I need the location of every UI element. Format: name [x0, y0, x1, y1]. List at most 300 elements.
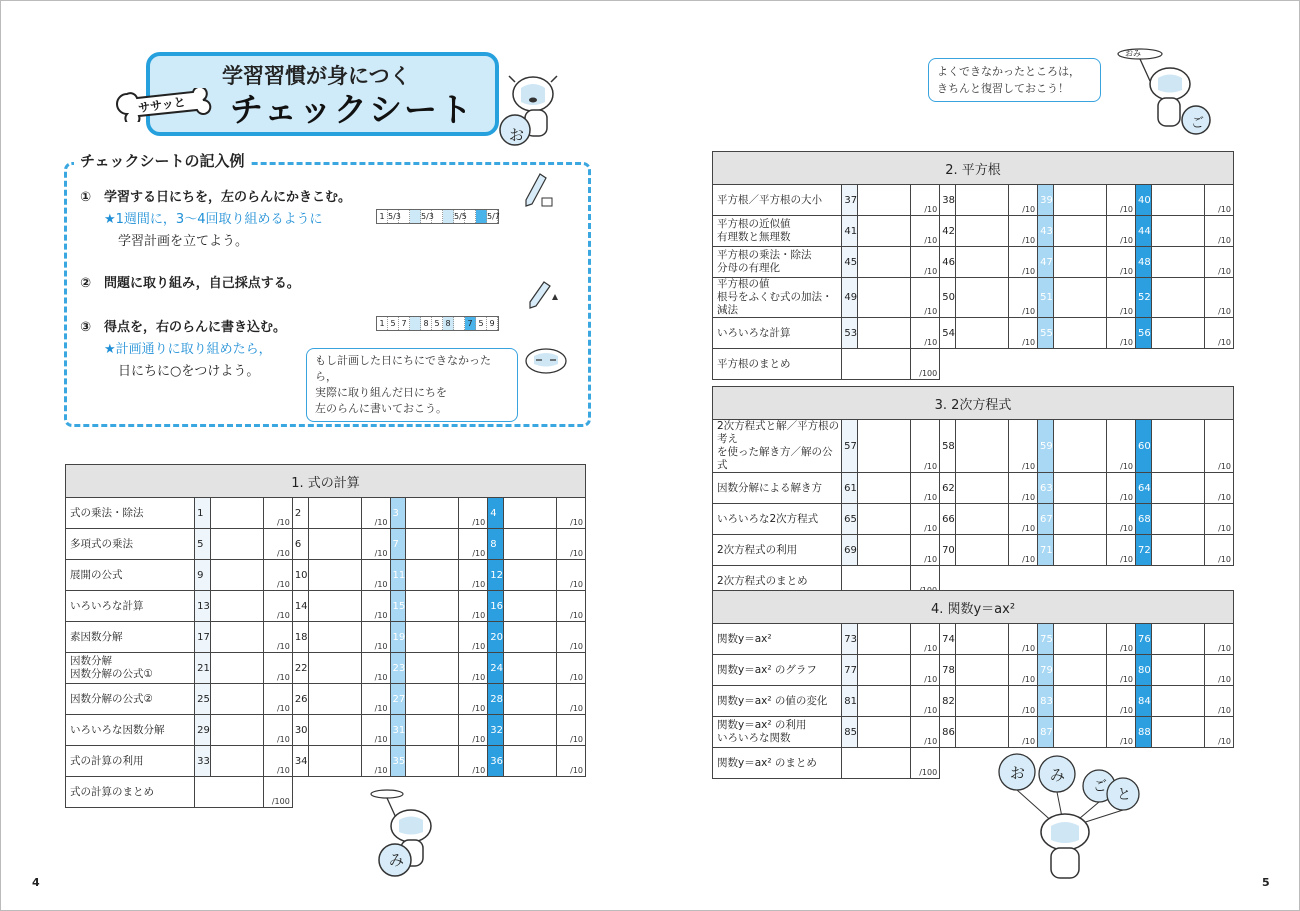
- step3-note-b: 日にちに○をつけよう。: [118, 364, 260, 379]
- score-cell[interactable]: [1204, 504, 1233, 535]
- score-cell[interactable]: [361, 653, 390, 684]
- score-cell[interactable]: [1106, 535, 1135, 566]
- date-cell[interactable]: [955, 318, 1008, 349]
- score-cell[interactable]: [1009, 216, 1038, 247]
- date-cell[interactable]: [1151, 717, 1204, 748]
- score-denominator: /10: [276, 704, 290, 713]
- dog-badge-label: ご: [1191, 116, 1205, 131]
- bubble-line: よくできなかったところは，: [937, 65, 1080, 78]
- problem-number: 40: [1136, 185, 1152, 216]
- score-cell[interactable]: [361, 498, 390, 529]
- score-cell[interactable]: [911, 504, 940, 535]
- score-cell[interactable]: [1009, 717, 1038, 748]
- score-cell[interactable]: [1107, 655, 1136, 686]
- score-cell[interactable]: [1204, 686, 1233, 717]
- problem-number: 87: [1038, 717, 1054, 748]
- date-cell[interactable]: [1053, 216, 1106, 247]
- score-cell[interactable]: [556, 653, 585, 684]
- problem-number: 16: [488, 591, 504, 622]
- score-cell[interactable]: [263, 653, 292, 684]
- score-denominator: /10: [1022, 555, 1036, 564]
- date-cell[interactable]: [955, 655, 1008, 686]
- score-denominator: /10: [1218, 267, 1231, 276]
- score-cell[interactable]: [263, 684, 292, 715]
- score-cell[interactable]: [1009, 655, 1038, 686]
- date-cell[interactable]: [210, 529, 263, 560]
- score-cell[interactable]: [1204, 185, 1233, 216]
- score-cell[interactable]: [1009, 247, 1038, 278]
- date-cell[interactable]: [1053, 185, 1106, 216]
- strip-cell: [443, 210, 454, 223]
- summary-date-cell[interactable]: [195, 777, 264, 808]
- date-cell[interactable]: [308, 653, 361, 684]
- score-denominator: /10: [472, 642, 486, 651]
- score-cell[interactable]: [911, 185, 940, 216]
- score-denominator: /10: [924, 307, 938, 316]
- date-cell[interactable]: [1053, 624, 1106, 655]
- problem-number: 52: [1136, 278, 1152, 318]
- date-cell[interactable]: [955, 420, 1008, 473]
- date-cell[interactable]: [406, 653, 459, 684]
- table-row: [66, 746, 586, 777]
- date-cell[interactable]: [308, 715, 361, 746]
- score-cell[interactable]: [459, 715, 488, 746]
- problem-number: 43: [1038, 216, 1054, 247]
- problem-number: 69: [842, 535, 858, 566]
- problem-number: 78: [940, 655, 956, 686]
- score-cell[interactable]: [459, 622, 488, 653]
- score-cell[interactable]: [361, 746, 390, 777]
- date-cell[interactable]: [210, 746, 263, 777]
- date-cell[interactable]: [955, 185, 1008, 216]
- score-denominator: /10: [1218, 555, 1231, 564]
- score-cell[interactable]: [1009, 686, 1038, 717]
- score-cell[interactable]: [911, 717, 940, 748]
- score-cell[interactable]: [911, 318, 940, 349]
- date-cell[interactable]: [308, 560, 361, 591]
- table-row: [713, 278, 1234, 318]
- strip-cell: [410, 210, 421, 223]
- date-cell[interactable]: [1053, 318, 1106, 349]
- date-cell[interactable]: [1053, 686, 1106, 717]
- date-cell[interactable]: [955, 216, 1008, 247]
- score-denominator: /10: [1218, 307, 1231, 316]
- score-cell[interactable]: [361, 560, 390, 591]
- summary-date-cell[interactable]: [842, 349, 911, 380]
- summary-score-cell[interactable]: [911, 349, 940, 380]
- summary-label: 関数y＝ax² のまとめ: [713, 748, 842, 779]
- problem-number: 76: [1136, 624, 1152, 655]
- problem-number: 82: [940, 686, 956, 717]
- score-cell[interactable]: [911, 535, 940, 566]
- score-cell[interactable]: [1106, 473, 1135, 504]
- score-cell[interactable]: [361, 622, 390, 653]
- date-cell[interactable]: [858, 216, 911, 247]
- problem-number: 8: [488, 529, 504, 560]
- date-cell[interactable]: [1053, 420, 1106, 473]
- bubble-line: もし計画した日にちにできなかったら，: [315, 354, 491, 383]
- score-cell[interactable]: [263, 529, 292, 560]
- date-cell[interactable]: [210, 684, 263, 715]
- problem-number: 45: [842, 247, 858, 278]
- score-cell[interactable]: [1009, 278, 1038, 318]
- row-label: 多項式の乗法: [66, 529, 195, 560]
- score-denominator: /10: [1120, 307, 1134, 316]
- score-cell[interactable]: [1009, 185, 1038, 216]
- date-cell[interactable]: [858, 185, 911, 216]
- date-cell[interactable]: [1151, 624, 1204, 655]
- score-denominator: /10: [1022, 493, 1036, 502]
- date-cell[interactable]: [210, 591, 263, 622]
- date-cell[interactable]: [1151, 318, 1204, 349]
- score-denominator: /10: [1120, 675, 1134, 684]
- problem-number: 63: [1038, 473, 1054, 504]
- date-cell[interactable]: [1151, 216, 1204, 247]
- section-table-1: [65, 464, 586, 808]
- problem-number: 48: [1136, 247, 1152, 278]
- problem-number: 5: [195, 529, 211, 560]
- score-cell[interactable]: [459, 746, 488, 777]
- date-cell[interactable]: [1053, 504, 1106, 535]
- date-cell[interactable]: [1053, 717, 1106, 748]
- date-cell[interactable]: [406, 529, 459, 560]
- date-cell[interactable]: [857, 624, 910, 655]
- score-cell[interactable]: [1009, 473, 1038, 504]
- section-table-2: [712, 151, 1234, 380]
- problem-number: 33: [195, 746, 211, 777]
- date-cell[interactable]: [1151, 686, 1204, 717]
- date-cell[interactable]: [503, 529, 556, 560]
- score-denominator: /10: [1218, 524, 1231, 533]
- score-cell[interactable]: [1107, 717, 1136, 748]
- date-cell[interactable]: [503, 498, 556, 529]
- problem-number: 31: [390, 715, 406, 746]
- problem-number: 1: [195, 498, 211, 529]
- score-cell[interactable]: [459, 529, 488, 560]
- score-cell[interactable]: [1107, 185, 1136, 216]
- table-row: [713, 247, 1234, 278]
- score-cell[interactable]: [361, 684, 390, 715]
- score-denominator: /10: [924, 267, 938, 276]
- score-denominator: /10: [1120, 493, 1133, 502]
- date-cell[interactable]: [210, 653, 263, 684]
- score-cell[interactable]: [911, 473, 940, 504]
- score-cell[interactable]: [459, 498, 488, 529]
- problem-number: 30: [292, 715, 308, 746]
- review-speech-bubble: [928, 58, 1101, 102]
- score-cell[interactable]: [1009, 318, 1038, 349]
- section-table-4: [712, 590, 1234, 779]
- date-cell[interactable]: [955, 624, 1008, 655]
- date-cell[interactable]: [955, 504, 1008, 535]
- score-cell[interactable]: [263, 560, 292, 591]
- date-cell[interactable]: [1053, 473, 1106, 504]
- date-cell[interactable]: [1053, 278, 1106, 318]
- score-denominator: /10: [1022, 307, 1036, 316]
- date-cell[interactable]: [857, 504, 910, 535]
- problem-number: 13: [195, 591, 211, 622]
- date-cell[interactable]: [406, 591, 459, 622]
- score-denominator: /10: [924, 737, 938, 746]
- date-cell[interactable]: [406, 746, 459, 777]
- date-cell[interactable]: [406, 715, 459, 746]
- table-row: [713, 318, 1234, 349]
- score-denominator: /10: [374, 766, 388, 775]
- score-cell[interactable]: [1009, 624, 1038, 655]
- row-label: 平方根の乗法・除法 分母の有理化: [713, 247, 842, 278]
- date-cell[interactable]: [308, 684, 361, 715]
- row-label: 平方根の近似値 有理数と無理数: [713, 216, 842, 247]
- row-label: 関数y＝ax²: [713, 624, 842, 655]
- score-denominator: /10: [1022, 236, 1036, 245]
- score-cell[interactable]: [911, 686, 940, 717]
- date-cell[interactable]: [858, 247, 911, 278]
- problem-number: 7: [390, 529, 406, 560]
- score-denominator: /10: [1120, 524, 1133, 533]
- score-cell[interactable]: [1204, 420, 1233, 473]
- balloon-label: み: [1050, 766, 1066, 784]
- problem-number: 62: [940, 473, 956, 504]
- table-row: [66, 498, 586, 529]
- date-cell[interactable]: [503, 591, 556, 622]
- date-cell[interactable]: [857, 655, 910, 686]
- score-cell[interactable]: [361, 529, 390, 560]
- page-number-left: 4: [32, 876, 40, 889]
- dog-mascot-icon: [495, 72, 570, 152]
- date-cell[interactable]: [955, 717, 1008, 748]
- date-cell[interactable]: [210, 560, 263, 591]
- score-cell[interactable]: [361, 591, 390, 622]
- date-cell[interactable]: [1151, 420, 1204, 473]
- date-cell[interactable]: [503, 684, 556, 715]
- summary-score-cell[interactable]: [263, 777, 292, 808]
- balloon-label: お: [1010, 764, 1026, 782]
- score-denominator: /10: [472, 704, 486, 713]
- score-cell[interactable]: [1204, 717, 1233, 748]
- date-cell[interactable]: [1151, 655, 1204, 686]
- table-row: [713, 504, 1234, 535]
- score-cell[interactable]: [1009, 535, 1038, 566]
- date-cell[interactable]: [503, 622, 556, 653]
- score-cell[interactable]: [556, 591, 585, 622]
- date-cell[interactable]: [406, 684, 459, 715]
- score-cell[interactable]: [556, 715, 585, 746]
- date-cell[interactable]: [1053, 535, 1106, 566]
- date-cell[interactable]: [308, 746, 361, 777]
- problem-number: 37: [842, 185, 858, 216]
- score-cell[interactable]: [1009, 420, 1038, 473]
- date-cell[interactable]: [857, 717, 910, 748]
- strip-cell: 7: [399, 317, 410, 330]
- date-cell[interactable]: [1151, 247, 1204, 278]
- score-denominator: /10: [276, 580, 290, 589]
- score-cell[interactable]: [556, 560, 585, 591]
- date-cell[interactable]: [503, 715, 556, 746]
- score-cell[interactable]: [556, 684, 585, 715]
- section-title: 3. 2次方程式: [713, 387, 1234, 420]
- score-cell[interactable]: [1204, 473, 1233, 504]
- problem-number: 18: [292, 622, 308, 653]
- score-cell[interactable]: [911, 655, 940, 686]
- problem-number: 36: [488, 746, 504, 777]
- problem-number: 85: [842, 717, 858, 748]
- problem-number: 77: [842, 655, 858, 686]
- score-denominator: /10: [570, 580, 583, 589]
- date-cell[interactable]: [857, 473, 910, 504]
- strip-cell: 5/5: [454, 212, 467, 221]
- strip-cell: [465, 210, 476, 223]
- score-cell[interactable]: [556, 529, 585, 560]
- summary-date-cell[interactable]: [842, 748, 911, 779]
- strip-cell: 7: [465, 317, 476, 330]
- score-denominator: /10: [570, 549, 583, 558]
- score-cell[interactable]: [1107, 216, 1136, 247]
- score-cell[interactable]: [911, 420, 940, 473]
- score-cell[interactable]: [459, 684, 488, 715]
- score-cell[interactable]: [556, 622, 585, 653]
- date-cell[interactable]: [308, 529, 361, 560]
- score-cell[interactable]: [1106, 504, 1135, 535]
- row-label: 素因数分解: [66, 622, 195, 653]
- score-denominator: /10: [374, 642, 388, 651]
- date-cell[interactable]: [406, 622, 459, 653]
- date-cell[interactable]: [308, 622, 361, 653]
- score-denominator: /10: [1022, 267, 1036, 276]
- score-cell[interactable]: [1107, 278, 1136, 318]
- problem-number: 67: [1038, 504, 1054, 535]
- problem-number: 39: [1038, 185, 1054, 216]
- date-cell[interactable]: [503, 560, 556, 591]
- bone-label: ササッと: [137, 94, 187, 116]
- date-cell[interactable]: [210, 498, 263, 529]
- date-cell[interactable]: [406, 498, 459, 529]
- score-cell[interactable]: [911, 216, 940, 247]
- date-cell[interactable]: [857, 686, 910, 717]
- strip-cell: 9: [487, 317, 498, 330]
- score-cell[interactable]: [361, 715, 390, 746]
- table-row: [66, 684, 586, 715]
- date-cell[interactable]: [1151, 473, 1204, 504]
- score-cell[interactable]: [1204, 318, 1233, 349]
- date-cell[interactable]: [210, 715, 263, 746]
- strip-cell: 5: [388, 317, 399, 330]
- score-cell[interactable]: [263, 622, 292, 653]
- date-cell[interactable]: [308, 498, 361, 529]
- score-cell[interactable]: [1107, 686, 1136, 717]
- date-cell[interactable]: [1151, 535, 1204, 566]
- date-cell[interactable]: [955, 247, 1008, 278]
- score-denominator: /10: [472, 580, 486, 589]
- problem-number: 53: [842, 318, 858, 349]
- row-label: 関数y＝ax² のグラフ: [713, 655, 842, 686]
- score-cell[interactable]: [1009, 504, 1038, 535]
- date-cell[interactable]: [210, 622, 263, 653]
- row-label: いろいろな計算: [713, 318, 842, 349]
- row-label: 2次方程式と解／平方根の考え を使った解き方／解の公式: [713, 420, 842, 473]
- problem-number: 14: [292, 591, 308, 622]
- date-cell[interactable]: [955, 535, 1008, 566]
- date-cell[interactable]: [955, 686, 1008, 717]
- problem-number: 86: [940, 717, 956, 748]
- date-cell[interactable]: [503, 653, 556, 684]
- summary-score-cell[interactable]: [911, 748, 940, 779]
- date-cell[interactable]: [406, 560, 459, 591]
- date-cell[interactable]: [858, 318, 911, 349]
- score-cell[interactable]: [1204, 655, 1233, 686]
- score-cell[interactable]: [1106, 420, 1135, 473]
- date-cell[interactable]: [955, 473, 1008, 504]
- score-cell[interactable]: [556, 498, 585, 529]
- date-cell[interactable]: [955, 278, 1008, 318]
- score-denominator: /10: [924, 644, 938, 653]
- table-row: [713, 535, 1234, 566]
- score-cell[interactable]: [1204, 624, 1233, 655]
- date-cell[interactable]: [308, 591, 361, 622]
- score-denominator: /10: [1022, 706, 1036, 715]
- score-denominator: /10: [374, 735, 388, 744]
- section-rows: [713, 624, 1234, 748]
- problem-number: 55: [1038, 318, 1054, 349]
- date-cell[interactable]: [503, 746, 556, 777]
- problem-number: 42: [940, 216, 956, 247]
- score-cell[interactable]: [1204, 535, 1233, 566]
- score-cell[interactable]: [263, 715, 292, 746]
- score-cell[interactable]: [1204, 216, 1233, 247]
- date-cell[interactable]: [1053, 655, 1106, 686]
- score-denominator: /10: [924, 706, 938, 715]
- score-cell[interactable]: [1107, 247, 1136, 278]
- table-row: [66, 529, 586, 560]
- date-cell[interactable]: [1151, 185, 1204, 216]
- date-cell[interactable]: [857, 535, 910, 566]
- score-cell[interactable]: [1204, 247, 1233, 278]
- score-cell[interactable]: [911, 278, 940, 318]
- score-cell[interactable]: [263, 498, 292, 529]
- score-cell[interactable]: [556, 746, 585, 777]
- score-denominator: /10: [472, 766, 486, 775]
- date-cell[interactable]: [1053, 247, 1106, 278]
- row-label: 平方根の値 根号をふくむ式の加法・減法: [713, 278, 842, 318]
- score-cell[interactable]: [1204, 278, 1233, 318]
- score-cell[interactable]: [263, 746, 292, 777]
- problem-number: 17: [195, 622, 211, 653]
- score-denominator: /10: [1022, 644, 1036, 653]
- score-cell[interactable]: [459, 560, 488, 591]
- score-denominator: /10: [1120, 338, 1134, 347]
- problem-number: 24: [488, 653, 504, 684]
- problem-number: 32: [488, 715, 504, 746]
- score-denominator: /10: [570, 766, 583, 775]
- date-cell[interactable]: [1151, 278, 1204, 318]
- row-label: 式の乗法・除法: [66, 498, 195, 529]
- score-cell[interactable]: [1107, 318, 1136, 349]
- row-label: 因数分解 因数分解の公式①: [66, 653, 195, 684]
- problem-number: 12: [488, 560, 504, 591]
- score-cell[interactable]: [1107, 624, 1136, 655]
- date-cell[interactable]: [858, 278, 911, 318]
- score-denominator: /10: [374, 704, 388, 713]
- score-cell[interactable]: [263, 591, 292, 622]
- date-cell[interactable]: [857, 420, 910, 473]
- table-row: [713, 655, 1234, 686]
- score-cell[interactable]: [911, 247, 940, 278]
- score-cell[interactable]: [459, 591, 488, 622]
- score-cell[interactable]: [911, 624, 940, 655]
- score-cell[interactable]: [459, 653, 488, 684]
- table-row: [66, 653, 586, 684]
- date-cell[interactable]: [1151, 504, 1204, 535]
- problem-number: 66: [940, 504, 956, 535]
